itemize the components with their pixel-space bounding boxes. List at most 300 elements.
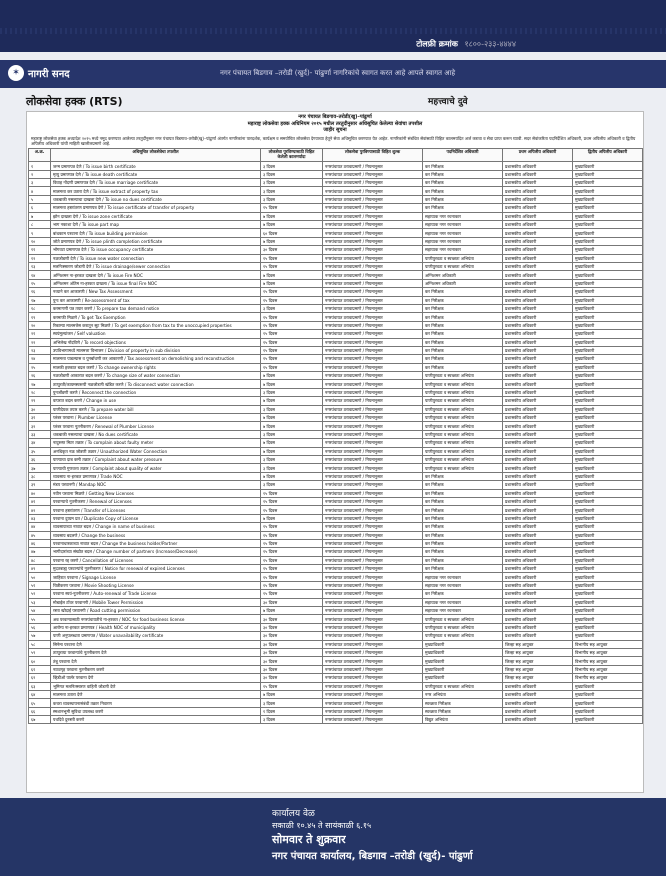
table-cell: मुख्याधिकारी xyxy=(573,531,643,539)
table-cell: ४१ xyxy=(29,497,51,505)
table-cell: ४४ xyxy=(29,523,51,531)
table-cell: १५ दिवस xyxy=(261,363,323,371)
table-cell: ३० दिवस xyxy=(261,598,323,606)
table-cell: भागीदारांच्या संख्येत बदल / Change number of partners (Increase/Decrease) xyxy=(51,548,261,556)
table-cell: मुख्याधिकारी xyxy=(573,497,643,505)
table-cell: मुख्याधिकारी xyxy=(573,212,643,220)
table-cell: नगरपंचायत ठरावाप्रमाणे / नियमानुसार xyxy=(323,556,423,564)
table-cell: कर निरीक्षक xyxy=(423,170,503,178)
table-cell: मुख्याधिकारी xyxy=(573,195,643,203)
table-cell: मुख्याधिकारी xyxy=(573,346,643,354)
table-cell: १५ दिवस xyxy=(261,263,323,271)
table-cell: नवीन परवाना मिळणे / Getting New Licenses xyxy=(51,489,261,497)
table-cell: नगरपंचायत ठरावाप्रमाणे / नियमानुसार xyxy=(323,414,423,422)
table-cell: ५४ xyxy=(29,607,51,615)
table-cell: अग्निशमन अधिकारी xyxy=(423,279,503,287)
table-row xyxy=(29,447,643,455)
table-cell: ७ दिवस xyxy=(261,607,323,615)
table-cell: प्रशासकीय अधिकारी xyxy=(503,548,573,556)
table-cell: मुख्याधिकारी xyxy=(573,162,643,170)
table-cell: नगरपंचायत ठरावाप्रमाणे / नियमानुसार xyxy=(323,665,423,673)
table-cell: मुख्याधिकारी xyxy=(573,623,643,631)
table-cell: नगरपंचायत ठरावाप्रमाणे / नियमानुसार xyxy=(323,447,423,455)
table-cell: ३० दिवस xyxy=(261,623,323,631)
table-cell: नगरपंचायत ठरावाप्रमाणे / नियमानुसार xyxy=(323,229,423,237)
table-cell: कर निरीक्षक xyxy=(423,338,503,346)
table-cell: १५ दिवस xyxy=(261,506,323,514)
column-header: लोकसेवा पुरविण्यासाठी विहित केलेली कालमर्यादा xyxy=(261,149,323,162)
table-cell: अग्निशमन अंतिम ना-हरकत दाखला / To issue final Fire NOC xyxy=(51,279,261,287)
table-cell: प्रशासकीय अधिकारी xyxy=(503,254,573,262)
table-row xyxy=(29,271,643,279)
table-cell: नगरपंचायत ठरावाप्रमाणे / नियमानुसार xyxy=(323,388,423,396)
table-cell: नगरपंचायत ठरावाप्रमाणे / नियमानुसार xyxy=(323,590,423,598)
table-cell: प्रशासकीय अधिकारी xyxy=(503,170,573,178)
table-cell: नगरपंचायत ठरावाप्रमाणे / नियमानुसार xyxy=(323,304,423,312)
table-cell: ३ दिवस xyxy=(261,430,323,438)
table-row xyxy=(29,674,643,682)
table-cell: प्रशासकीय अधिकारी xyxy=(503,304,573,312)
table-cell: प्रशासकीय अधिकारी xyxy=(503,405,573,413)
table-cell: मुख्याधिकारी xyxy=(573,170,643,178)
table-cell: ३ दिवस xyxy=(261,388,323,396)
table-cell: २६ xyxy=(29,372,51,380)
table-cell: कर निरीक्षक xyxy=(423,179,503,187)
table-cell: १५ दिवस xyxy=(261,338,323,346)
table-cell: मुख्याधिकारी xyxy=(573,447,643,455)
table-cell: नगरपंचायत ठरावाप्रमाणे / नियमानुसार xyxy=(323,514,423,522)
table-cell: नगरपंचायत ठरावाप्रमाणे / नियमानुसार xyxy=(323,632,423,640)
table-row xyxy=(29,187,643,195)
table-cell: मुख्याधिकारी xyxy=(573,372,643,380)
table-cell: कर निरीक्षक xyxy=(423,548,503,556)
table-cell: कर निरीक्षक xyxy=(423,497,503,505)
table-cell: पाणीपुरवठा व स्वच्छता अभियंता xyxy=(423,464,503,472)
table-row xyxy=(29,590,643,598)
table-row xyxy=(29,648,643,656)
table-cell: सहाय्यक नगर रचनाकार xyxy=(423,246,503,254)
toll-free-number[interactable]: १८००-२३३-४४४४ xyxy=(464,39,516,49)
table-cell: १६ xyxy=(29,288,51,296)
table-cell: चित्रीकरण परवाना / Movie Shooting License xyxy=(51,581,261,589)
main-navbar xyxy=(0,60,666,88)
table-cell: प्रशासकीय अधिकारी xyxy=(503,481,573,489)
table-cell: भोगवटा प्रमाणपत्र देणे / To issue occupancy certificate xyxy=(51,246,261,254)
table-cell: १५ दिवस xyxy=(261,330,323,338)
table-cell: ४७ xyxy=(29,548,51,556)
table-cell: परवान्याचे नूतनीकरण / Renewal of Licenses xyxy=(51,497,261,505)
table-cell: प्रशासकीय अधिकारी xyxy=(503,279,573,287)
table-cell: कर निरीक्षक xyxy=(423,514,503,522)
table-cell: १५ दिवस xyxy=(261,254,323,262)
table-row xyxy=(29,556,643,564)
table-cell: मालकी हक्कात बदल करणे / To change ownership rights xyxy=(51,363,261,371)
table-cell: प्रशासकीय अधिकारी xyxy=(503,590,573,598)
table-cell: ७ दिवस xyxy=(261,422,323,430)
table-cell: २३ xyxy=(29,346,51,354)
table-cell: करमाफी मिळणे / To get Tax Exemption xyxy=(51,313,261,321)
table-cell: पाणीपुरवठा व स्वच्छता अभियंता xyxy=(423,439,503,447)
table-cell: नाट्यगृह परवाना नूतनीकरण करणे xyxy=(51,665,261,673)
table-row xyxy=(29,581,643,589)
table-cell: ७ दिवस xyxy=(261,212,323,220)
table-cell: ५१ xyxy=(29,581,51,589)
table-row xyxy=(29,531,643,539)
table-cell: ५९ xyxy=(29,648,51,656)
table-row xyxy=(29,296,643,304)
table-cell: प्रशासकीय अधिकारी xyxy=(503,321,573,329)
table-cell: ३८ xyxy=(29,472,51,480)
table-cell: २८ xyxy=(29,388,51,396)
table-cell: मुख्याधिकारी xyxy=(573,221,643,229)
table-cell: ५२ xyxy=(29,590,51,598)
table-cell: ३० दिवस xyxy=(261,648,323,656)
table-cell: मुख्याधिकारी xyxy=(573,699,643,707)
table-cell: प्रशासकीय अधिकारी xyxy=(503,531,573,539)
table-cell: ७ दिवस xyxy=(261,372,323,380)
table-cell: मुख्याधिकारी xyxy=(573,187,643,195)
table-cell: कर निरीक्षक xyxy=(423,187,503,195)
table-row xyxy=(29,607,643,615)
table-cell: नादुरुस्त मिटर तक्रार / To complain about faulty meter xyxy=(51,439,261,447)
table-cell: ६२ xyxy=(29,674,51,682)
table-cell: मुदतबाह्य परवान्यांचे नूतनीकरण / Notice for renewal of expired Licenses xyxy=(51,565,261,573)
table-row xyxy=(29,279,643,287)
table-cell: नगरपंचायत ठरावाप्रमाणे / नियमानुसार xyxy=(323,397,423,405)
table-cell: पाणीपुरवठा व स्वच्छता अभियंता xyxy=(423,632,503,640)
brand-label: नागरी सनद xyxy=(28,69,70,80)
table-cell: प्रशासकीय अधिकारी xyxy=(503,506,573,514)
table-cell: प्रशासकीय अधिकारी xyxy=(503,539,573,547)
table-row xyxy=(29,716,643,724)
table-cell: ५५ xyxy=(29,615,51,623)
table-cell: १५ दिवस xyxy=(261,204,323,212)
table-cell: ७ दिवस xyxy=(261,514,323,522)
table-cell: कर निरीक्षक xyxy=(423,481,503,489)
table-cell: मुख्याधिकारी xyxy=(573,539,643,547)
table-cell: १० xyxy=(29,237,51,245)
table-cell: मुख्याधिकारी xyxy=(573,296,643,304)
table-cell: प्रशासकीय अधिकारी xyxy=(503,204,573,212)
table-cell: नगरपंचायत ठरावाप्रमाणे / नियमानुसार xyxy=(323,237,423,245)
table-cell: २५ xyxy=(29,363,51,371)
table-cell: नगरपंचायत ठरावाप्रमाणे / नियमानुसार xyxy=(323,648,423,656)
table-cell: विभागीय सह आयुक्त xyxy=(573,640,643,648)
table-cell: ३६ xyxy=(29,455,51,463)
services-table xyxy=(28,148,643,724)
table-row xyxy=(29,363,643,371)
table-cell: मुख्याधिकारी xyxy=(573,514,643,522)
table-cell: उपविभागामध्ये मालमत्ता विभाजन / Division of property in sub division xyxy=(51,346,261,354)
table-cell: ३० दिवस xyxy=(261,246,323,254)
table-cell: जिल्हा सह आयुक्त xyxy=(503,674,573,682)
table-cell: प्रशासकीय अधिकारी xyxy=(503,497,573,505)
table-cell: ७ दिवस xyxy=(261,472,323,480)
table-cell: जिल्हा सह आयुक्त xyxy=(503,665,573,673)
table-cell: २२ xyxy=(29,338,51,346)
table-cell: १५ xyxy=(29,279,51,287)
table-cell: ३५ xyxy=(29,447,51,455)
table-row xyxy=(29,598,643,606)
table-cell: ७ दिवस xyxy=(261,271,323,279)
table-cell: सहाय्यक नगर रचनाकार xyxy=(423,581,503,589)
table-cell: पुनर्जोडणी करणे / Reconnect the connection xyxy=(51,388,261,396)
news-ticker: नगर पंचायत बिडगाव –तरोडी (खुर्द)- पांढुर्णा नागरिकांचे स्वागत करत आहे आपले स्वागत आहे xyxy=(220,69,456,77)
table-cell: विभागीय सह आयुक्त xyxy=(573,648,643,656)
table-cell: नगरपंचायत ठरावाप्रमाणे / नियमानुसार xyxy=(323,372,423,380)
table-cell: विवाह नोंदणी प्रमाणपत्र देणे / To issue marriage certificate xyxy=(51,179,261,187)
table-cell: नगरपंचायत ठरावाप्रमाणे / नियमानुसार xyxy=(323,682,423,690)
footer xyxy=(0,798,666,876)
table-cell: १५ दिवस xyxy=(261,523,323,531)
table-cell: पाणीपुरवठा व स्वच्छता अभियंता xyxy=(423,615,503,623)
table-cell: नगरपंचायत ठरावाप्रमाणे / नियमानुसार xyxy=(323,690,423,698)
table-cell: १५ दिवस xyxy=(261,573,323,581)
table-cell: प्रशासकीय अधिकारी xyxy=(503,523,573,531)
table-cell: मुख्याधिकारी xyxy=(573,455,643,463)
table-cell: थकबाकी नसल्याचा दाखला / No dues certificate xyxy=(51,430,261,438)
table-cell: मुख्याधिकारी xyxy=(573,430,643,438)
table-cell: प्रशासकीय अधिकारी xyxy=(503,296,573,304)
table-cell: १४ xyxy=(29,271,51,279)
table-cell: नगरपंचायत ठरावाप्रमाणे / नियमानुसार xyxy=(323,607,423,615)
table-row xyxy=(29,565,643,573)
table-cell: कचरा व्यवस्थापनासंबंधी तक्रार निवारण xyxy=(51,699,261,707)
table-cell: मुख्याधिकारी xyxy=(573,472,643,480)
table-cell: कर निरीक्षक xyxy=(423,472,503,480)
table-cell: नगरपंचायत ठरावाप्रमाणे / नियमानुसार xyxy=(323,707,423,715)
table-cell: प्रशासकीय अधिकारी xyxy=(503,414,573,422)
table-cell: नगरपंचायत ठरावाप्रमाणे / नियमानुसार xyxy=(323,439,423,447)
table-cell: प्रशासकीय अधिकारी xyxy=(503,237,573,245)
table-row xyxy=(29,690,643,698)
column-header: अधिसूचित लोकसेवेचा तपशील xyxy=(51,149,261,162)
column-header: प्रथम अपिलीय अधिकारी xyxy=(503,149,573,162)
table-cell: मुख्याधिकारी xyxy=(573,246,643,254)
table-cell: ६ xyxy=(29,204,51,212)
table-cell: झोन दाखला देणे / To issue zone certificate xyxy=(51,212,261,220)
table-cell: २९ xyxy=(29,397,51,405)
table-cell: जिल्हा सह आयुक्त xyxy=(503,657,573,665)
table-cell: ७ दिवस xyxy=(261,237,323,245)
table-row xyxy=(29,229,643,237)
table-cell: १७ xyxy=(29,296,51,304)
table-cell: ३० दिवस xyxy=(261,632,323,640)
document-heading-3: जाहीर सूचना xyxy=(323,127,347,133)
table-cell: पाणीदेयक तयार करणे / To prepare water bill xyxy=(51,405,261,413)
table-row xyxy=(29,237,643,245)
table-cell: मुख्याधिकारी xyxy=(573,598,643,606)
table-cell: मुख्याधिकारी xyxy=(573,556,643,564)
table-cell: मुख्याधिकारी xyxy=(573,405,643,413)
table-cell: मुख्याधिकारी xyxy=(573,590,643,598)
table-cell: मुख्याधिकारी xyxy=(573,716,643,724)
table-row xyxy=(29,321,643,329)
table-cell: मुख्याधिकारी xyxy=(573,254,643,262)
table-cell: ६४ xyxy=(29,690,51,698)
table-cell: ३३ xyxy=(29,430,51,438)
table-cell: १५ दिवस xyxy=(261,321,323,329)
top-header-bar xyxy=(0,0,666,52)
table-cell: मुख्याधिकारी xyxy=(423,665,503,673)
table-cell: ११ xyxy=(29,246,51,254)
brand-link[interactable] xyxy=(8,65,70,81)
table-cell: मुख्याधिकारी xyxy=(573,422,643,430)
table-cell: १५ दिवस xyxy=(261,497,323,505)
table-cell: ६७ xyxy=(29,716,51,724)
table-cell: व्यवसायाच्या नावात बदल / Change in name of business xyxy=(51,523,261,531)
table-cell: मुख्याधिकारी xyxy=(573,288,643,296)
table-cell: प्रशासकीय अधिकारी xyxy=(503,346,573,354)
table-cell: प्रशासकीय अधिकारी xyxy=(503,187,573,195)
table-cell: १३ xyxy=(29,263,51,271)
table-cell: ५ xyxy=(29,195,51,203)
column-header: पदनिर्देशित अधिकारी xyxy=(423,149,503,162)
table-cell: व्यवसाय बदलणे / Change the business xyxy=(51,531,261,539)
table-cell: नगरपंचायत ठरावाप्रमाणे / नियमानुसार xyxy=(323,313,423,321)
table-cell: अनधिकृत नळ जोडणी तक्रार / Unauthorized Water Connection xyxy=(51,447,261,455)
table-row xyxy=(29,514,643,522)
table-cell: नगरपंचायत ठरावाप्रमाणे / नियमानुसार xyxy=(323,204,423,212)
table-cell: १८ xyxy=(29,304,51,312)
table-cell: मालमत्ता कर उतारा देणे / To issue extract of property tax xyxy=(51,187,261,195)
table-cell: ३ दिवस xyxy=(261,170,323,178)
table-cell: नगरपंचायत ठरावाप्रमाणे / नियमानुसार xyxy=(323,422,423,430)
table-cell: १ दिवस xyxy=(261,707,323,715)
table-cell: ३० दिवस xyxy=(261,674,323,682)
table-cell: पाणीपुरवठा व स्वच्छता अभियंता xyxy=(423,263,503,271)
table-cell: ३० xyxy=(29,405,51,413)
table-cell: ६१ xyxy=(29,665,51,673)
table-cell: प्रशासकीय अधिकारी xyxy=(503,707,573,715)
table-cell: प्रशासकीय अधिकारी xyxy=(503,556,573,564)
table-row xyxy=(29,372,643,380)
table-cell: ५३ xyxy=(29,598,51,606)
table-cell: तात्पुरती/कायमस्वरूपी नळजोडणी खंडित करणे / To disconnect water connection xyxy=(51,380,261,388)
table-cell: प्रशासकीय अधिकारी xyxy=(503,263,573,271)
table-cell: सिनेमा परवाना देणे xyxy=(51,640,261,648)
table-row xyxy=(29,263,643,271)
column-header: अ.क्र. xyxy=(29,149,51,162)
table-row xyxy=(29,489,643,497)
table-cell: पाणीपुरवठा व स्वच्छता अभियंता xyxy=(423,372,503,380)
table-cell: १५ दिवस xyxy=(261,355,323,363)
page-title-row xyxy=(0,92,666,110)
table-cell: प्रशासकीय अधिकारी xyxy=(503,221,573,229)
table-row xyxy=(29,422,643,430)
table-cell: नगरपंचायत ठरावाप्रमाणे / नियमानुसार xyxy=(323,346,423,354)
table-cell: मुख्याधिकारी xyxy=(423,674,503,682)
table-cell: परवानाधारकाच्या नावात बदल / Change the business holder/Partner xyxy=(51,539,261,547)
table-cell: भाग नकाशा देणे / To issue part map xyxy=(51,221,261,229)
table-cell: मुख्याधिकारी xyxy=(573,279,643,287)
table-row xyxy=(29,481,643,489)
table-cell: पुनः कर आकारणी / Re-assessment of tax xyxy=(51,296,261,304)
table-cell: ३० दिवस xyxy=(261,665,323,673)
table-cell: स्मशानभूमी सुविधा उपलब्ध करणे xyxy=(51,707,261,715)
table-cell: ६५ xyxy=(29,699,51,707)
table-cell: नगरपंचायत ठरावाप्रमाणे / नियमानुसार xyxy=(323,179,423,187)
table-cell: ३ दिवस xyxy=(261,304,323,312)
table-cell: १५ दिवस xyxy=(261,539,323,547)
table-row xyxy=(29,380,643,388)
table-cell: ५८ xyxy=(29,640,51,648)
table-cell: नगरपंचायत ठरावाप्रमाणे / नियमानुसार xyxy=(323,279,423,287)
table-cell: ३४ xyxy=(29,439,51,447)
document-heading-2: महाराष्ट्र लोकसेवा हक्क अधिनियम २०१५ मधील तरतुदीनुसार अधिसूचित केलेल्या सेवांचा तपशील xyxy=(247,120,423,127)
table-cell: ४२ xyxy=(29,506,51,514)
table-cell: १५ दिवस xyxy=(261,531,323,539)
table-row xyxy=(29,665,643,673)
table-cell: मुख्याधिकारी xyxy=(573,573,643,581)
table-cell: नगरपंचायत ठरावाप्रमाणे / नियमानुसार xyxy=(323,405,423,413)
table-cell: नगरपंचायत ठरावाप्रमाणे / नियमानुसार xyxy=(323,615,423,623)
table-cell: नगरपंचायत ठरावाप्रमाणे / नियमानुसार xyxy=(323,330,423,338)
table-cell: कर निरीक्षक xyxy=(423,531,503,539)
table-cell: आरोग्य ना-हरकत प्रमाणपत्र / Health NOC of municipality xyxy=(51,623,261,631)
table-cell: पाणीपुरवठा व स्वच्छता अभियंता xyxy=(423,682,503,690)
table-cell: नगरपंचायत ठरावाप्रमाणे / नियमानुसार xyxy=(323,263,423,271)
table-cell: मुख्याधिकारी xyxy=(423,640,503,648)
table-cell: नगरपंचायत ठरावाप्रमाणे / नियमानुसार xyxy=(323,489,423,497)
table-cell: १५ दिवस xyxy=(261,682,323,690)
table-cell: विद्युत अभियंता xyxy=(423,716,503,724)
table-cell: प्रशासकीय अधिकारी xyxy=(503,581,573,589)
table-cell: परवाना रद्द करणे / Cancellation of Licenses xyxy=(51,556,261,564)
table-row xyxy=(29,707,643,715)
table-header-row xyxy=(29,149,643,162)
table-cell: पाण्याचा दाब कमी तक्रार / Complaint about water pressure xyxy=(51,455,261,463)
table-cell: नगर अभियंता xyxy=(423,690,503,698)
table-cell: ३० दिवस xyxy=(261,640,323,648)
column-header: द्वितीय अपिलीय अधिकारी xyxy=(573,149,643,162)
table-cell: कर निरीक्षक xyxy=(423,506,503,514)
table-cell: नगरपंचायत ठरावाप्रमाणे / नियमानुसार xyxy=(323,623,423,631)
table-cell: ७ दिवस xyxy=(261,447,323,455)
table-cell: प्रशासकीय अधिकारी xyxy=(503,447,573,455)
table-cell: परवाना दुय्यम प्रत / Duplicate Copy of License xyxy=(51,514,261,522)
table-cell: ४ xyxy=(29,187,51,195)
table-cell: सहाय्यक नगर रचनाकार xyxy=(423,229,503,237)
table-cell: ५० xyxy=(29,573,51,581)
table-cell: प्रशासकीय अधिकारी xyxy=(503,464,573,472)
table-row xyxy=(29,204,643,212)
table-cell: नगरपंचायत ठरावाप्रमाणे / नियमानुसार xyxy=(323,338,423,346)
table-row xyxy=(29,506,643,514)
table-cell: ३२ xyxy=(29,422,51,430)
table-cell: पथदिवे दुरुस्ती करणे xyxy=(51,716,261,724)
table-cell: रस्ता खोदाई परवानगी / Road cutting permission xyxy=(51,607,261,615)
table-cell: २० xyxy=(29,321,51,329)
table-cell: प्रशासकीय अधिकारी xyxy=(503,422,573,430)
table-cell: जोते प्रमाणपत्र देणे / To issue plinth completion certificate xyxy=(51,237,261,245)
table-cell: कर निरीक्षक xyxy=(423,313,503,321)
table-cell: ३० दिवस xyxy=(261,657,323,665)
important-links-link[interactable]: महत्त्वाचे दुवे xyxy=(428,97,468,107)
table-cell: ८ xyxy=(29,221,51,229)
table-row xyxy=(29,388,643,396)
table-cell: थकबाकी नसल्याचा दाखला देणे / To issue no dues certificate xyxy=(51,195,261,203)
document-intro: महाराष्ट्र लोकसेवा हक्क अध्यादेश २०१५ मध्ये नमूद करण्यात आलेल्या तरतुदींनुसार नगर पंचायत बिडगाव–तरोडी(खु)–पांढुर्णा अंतर्गत नागरिकांना पारदर्शक, कार्यक्षम व समयोचित लोकसेवा देण्याच्या हेतूने सेवा अधिसूचित करण्यात येत आहेत. नागरिकांनी संबंधित सेवांसाठी विहित कालमर्यादेत अर्ज करावा व सेवा प्राप्त करून घ्यावी. सदर सेवांकरिता पदनिर्देशित अधिकारी, प्रथम अपिलीय अधिकारी व द्वितीय अपिलीय अधिकारी यांची माहिती खालीलप्रमाणे आहे. xyxy=(31,135,636,146)
table-cell: ३ दिवस xyxy=(261,455,323,463)
emblem-icon: ✶ xyxy=(8,65,24,81)
table-cell: मुख्याधिकारी xyxy=(573,439,643,447)
table-cell: प्रशासकीय अधिकारी xyxy=(503,439,573,447)
table-cell: प्रशासकीय अधिकारी xyxy=(503,699,573,707)
table-cell: ४० xyxy=(29,489,51,497)
table-row xyxy=(29,212,643,220)
table-cell: ३ दिवस xyxy=(261,699,323,707)
